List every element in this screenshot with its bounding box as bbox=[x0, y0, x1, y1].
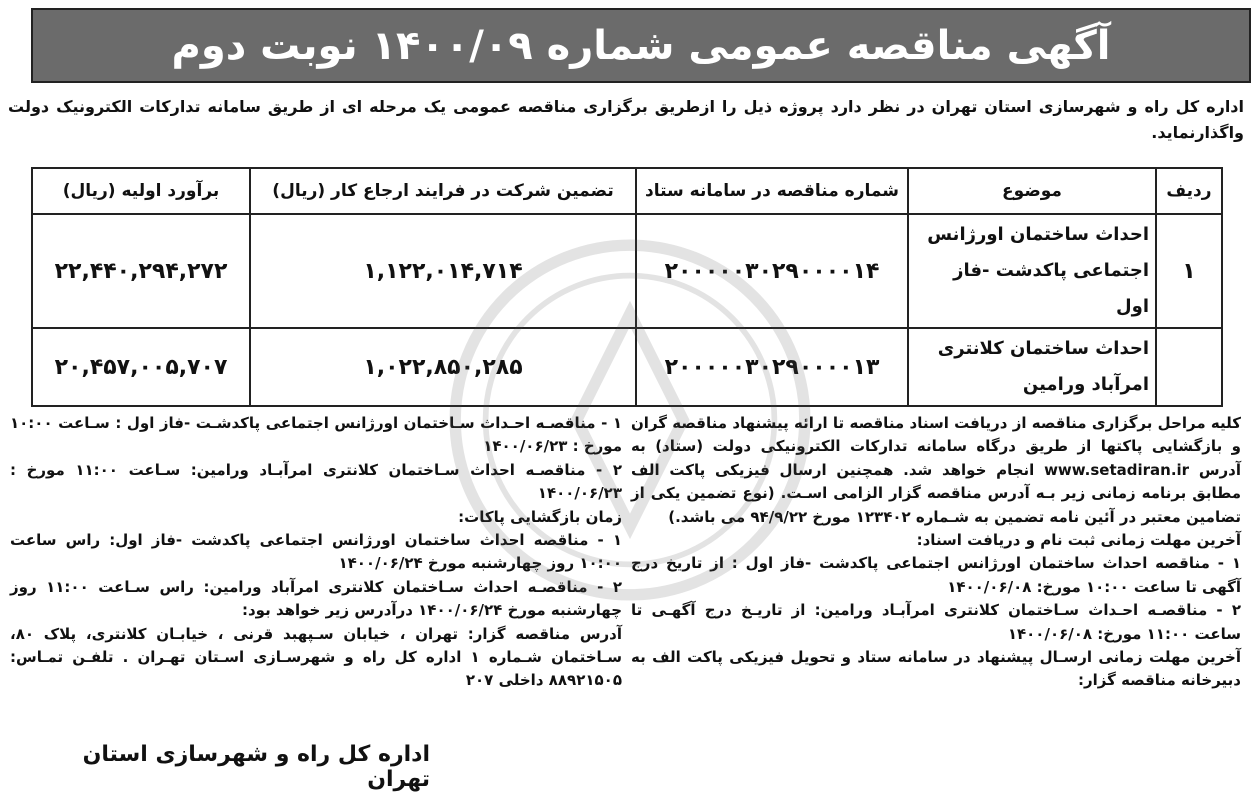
table-row bbox=[32, 214, 1222, 328]
subject-line: احداث ساختمان اورژانس bbox=[927, 224, 1149, 245]
tender-number: ۲۰۰۰۰۰۳۰۲۹۰۰۰۰۱۳ bbox=[636, 328, 908, 406]
header-guarantee: تضمین شرکت در فرایند ارجاع کار (ریال) bbox=[250, 168, 636, 214]
submission-deadline-item: ۲ - مناقصـه احداث سـاختمان کلانتری امرآبـاد ورامین: سـاعت ۱۱:۰۰ مورخ : ۱۴۰۰/۰۶/۲۳ bbox=[10, 460, 622, 503]
submission-deadline-heading: آخرین مهلت زمانی ارسـال پیشنهاد در سامانه ستاد و تحویل فیزیکی پاکت الف به دبیرخانه مناقصه گزار: bbox=[631, 648, 1241, 690]
estimate-amount: ۲۰,۴۵۷,۰۰۵,۷۰۷ bbox=[32, 328, 250, 406]
title-banner bbox=[31, 8, 1251, 83]
header-row-number: ردیف bbox=[1156, 168, 1222, 214]
subject-line: اجتماعی پاکدشت -فاز اول bbox=[953, 260, 1149, 317]
registration-deadline-item: ۱ - مناقصه احداث ساختمان اورژانس اجتماعی پاکدشت -فاز اول : از تاریخ درج آگهی تا ساعت ۱۰:۰۰ مورخ: ۱۴۰۰/۰۶/۰۸ bbox=[631, 554, 1241, 596]
procedure-paragraph: کلیه مراحل برگزاری مناقصه از دریافت اسناد مناقصه تا ارائه پیشنهاد مناقصه گران و بازگشایی پاکتها از طریق درگاه سامانه تدارکات الکترونیکی دولت (ستاد) به آدرس www.setadiran.ir انجام خواهد شد. همچنین ارسال فیزیکی پاکت الف مطابق برنامه زمانی زیر بـه آدرس مناقصه گزار الزامی اسـت. (نوع تضمین یکی از تضامین معتبر در آئین نامه تضمین به شـماره ۱۲۳۴۰۲ مورخ ۹۴/۹/۲۲ می باشد.) bbox=[631, 414, 1241, 526]
subject-line: امرآباد ورامین bbox=[1022, 374, 1149, 395]
tenderer-address: آدرس مناقصه گزار: تهران ، خیابان سـپهبد قرنی ، خیابـان کلانتری، پلاک ۸۰، سـاختمان شـماره ۱ اداره کل راه و شهرسـازی اسـتان تهـران . تلفـن تمـاس: ۸۸۹۲۱۵۰۵ داخلی ۲۰۷ bbox=[10, 624, 623, 690]
header-estimate: برآورد اولیه (ریال) bbox=[32, 168, 250, 214]
registration-deadline-item: ۲ - مناقصـه احـداث سـاختمان کلانتری امرآبـاد ورامین: از تاریـخ درج آگهـی تا ساعت ۱۱:۰۰ مورخ: ۱۴۰۰/۰۶/۰۸ bbox=[631, 601, 1241, 643]
schedule-column bbox=[10, 412, 622, 693]
guarantee-amount: ۱,۱۲۲,۰۱۴,۷۱۴ bbox=[250, 214, 636, 328]
subject-cell bbox=[908, 214, 1156, 328]
submission-deadline-item: ۱ - مناقصـه احـداث سـاختمان اورژانس اجتماعی پاکدشـت -فاز اول : سـاعت ۱۰:۰۰ مورخ : ۱۴۰۰/۰۶/۲۳ bbox=[10, 414, 622, 456]
subject-line: احداث ساختمان کلانتری bbox=[937, 338, 1149, 359]
issuer-signature: اداره کل راه و شهرسازی استان تهران bbox=[82, 742, 430, 792]
procedures-column bbox=[631, 412, 1241, 693]
registration-deadline-heading: آخرین مهلت زمانی ثبت نام و دریافت اسناد: bbox=[916, 531, 1241, 550]
opening-heading: زمان بازگشایی پاکات: bbox=[458, 507, 622, 526]
table-row bbox=[32, 328, 1222, 406]
header-subject: موضوع bbox=[908, 168, 1156, 214]
estimate-amount: ۲۲,۴۴۰,۲۹۴,۲۷۲ bbox=[32, 214, 250, 328]
opening-item: ۲ - مناقصـه احداث سـاختمان کلانتری امرآباد ورامین: راس سـاعت ۱۱:۰۰ روز چهارشنبه مورخ ۱۴۰۰/۰۶/۲۴ درآدرس زیر خواهد بود: bbox=[10, 577, 622, 620]
row-number bbox=[1156, 328, 1222, 406]
subject-cell bbox=[908, 328, 1156, 406]
opening-item: ۱ - مناقصه احداث ساختمان اورژانس اجتماعی پاکدشت -فاز اول: راس ساعت ۱۰:۰۰ روز چهارشنبه مورخ ۱۴۰۰/۰۶/۲۴ bbox=[10, 531, 622, 573]
table-header-row bbox=[32, 168, 1222, 214]
row-number: ۱ bbox=[1156, 214, 1222, 328]
projects-table bbox=[31, 167, 1223, 407]
guarantee-amount: ۱,۰۲۲,۸۵۰,۲۸۵ bbox=[250, 328, 636, 406]
intro-paragraph: اداره کل راه و شهرسازی استان تهران در نظر دارد پروژه ذیل را ازطریق برگزاری مناقصه عمومی یک مرحله ای از طریق سامانه تدارکات الکترونیک دولت واگذارنماید. bbox=[8, 97, 1244, 142]
notice-title: آگهی مناقصه عمومی شماره ۱۴۰۰/۰۹ نوبت دوم bbox=[171, 22, 1111, 69]
tender-number: ۲۰۰۰۰۰۳۰۲۹۰۰۰۰۱۴ bbox=[636, 214, 908, 328]
header-tender-number: شماره مناقصه در سامانه ستاد bbox=[636, 168, 908, 214]
